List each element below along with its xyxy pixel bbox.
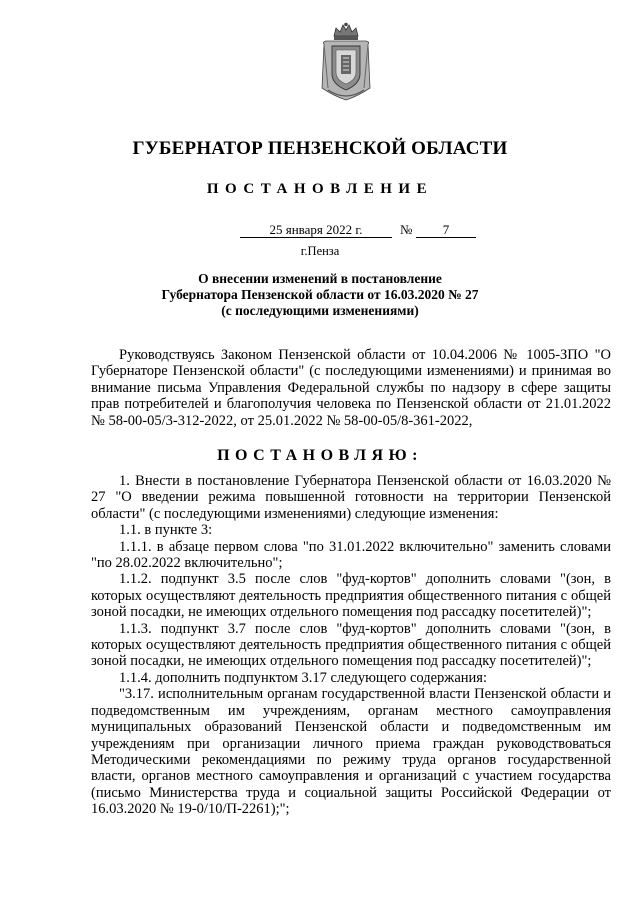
preamble-paragraph: Руководствуясь Законом Пензенской области от 10.04.2006 № 1005-ЗПО "О Губернаторе Пензенской области" (с последующими изменениями) и принимая во внимание письма Управления Федеральной службы по надзору в сфере защиты прав потребителей и благополучия человека по Пензенской области от 21.01.2022 № 58-00-05/3-312-2022, от 25.01.2022 № 58-00-05/8-361-2022, — [91, 347, 611, 429]
date-number-row — [0, 222, 640, 240]
decree-heading: ПОСТАНОВЛЯЮ: — [217, 447, 423, 464]
document-number: 7 — [416, 222, 476, 238]
number-sign: № — [400, 222, 413, 237]
subject-line: (с последующими изменениями) — [221, 303, 419, 318]
issuing-authority-title: ГУБЕРНАТОР ПЕНЗЕНСКОЙ ОБЛАСТИ — [132, 138, 508, 159]
subject-line: Губернатора Пензенской области от 16.03.2020 № 27 — [161, 287, 479, 302]
document-date: 25 января 2022 г. — [240, 222, 392, 238]
item-1-1-2: 1.1.2. подпункт 3.5 после слов "фуд-кортов" дополнить словами "(зон, в которых осуществляют деятельность предприятия общественного питания с общей зоной посадки, не имеющих отдельного помещения под рассадку посетителей)"; — [91, 571, 611, 621]
document-subject — [80, 271, 560, 319]
issue-city: г.Пенза — [300, 244, 340, 258]
item-1-1-3: 1.1.3. подпункт 3.7 после слов "фуд-кортов" дополнить словами "(зон, в которых осуществляют деятельность предприятия общественного питания с общей зоной посадки, не имеющих отдельного помещения под рассадку посетителей)"; — [91, 620, 611, 670]
coat-of-arms-icon — [318, 22, 374, 102]
item-3-17-quote: "3.17. исполнительным органам государственной власти Пензенской области и подведомственным им учреждениям, органам местного самоуправления муниципальных образований Пензенской области и подведомственным им учреждениям при организации личного приема граждан руководствоваться Методическими рекомендациями по режиму труда органов государственной власти, органов местного самоуправления и организаций с участием государства (письмо Министерства труда и социальной защиты Российской Федерации от 16.03.2020 № 19-0/10/П-2261);"; — [91, 686, 611, 818]
item-1-1-4: 1.1.4. дополнить подпунктом 3.17 следующего содержания: — [119, 669, 487, 686]
decree-body — [91, 473, 611, 818]
item-1: 1. Внести в постановление Губернатора Пензенской области от 16.03.2020 № 27 "О введении режима повышенной готовности на территории Пензенской области" (с последующими изменениями) следующие изменения: — [91, 473, 611, 522]
document-type-heading: ПОСТАНОВЛЕНИЕ — [206, 181, 434, 197]
subject-line: О внесении изменений в постановление — [198, 271, 442, 286]
preamble — [91, 347, 611, 429]
item-1-1: 1.1. в пункте 3: — [119, 522, 213, 539]
item-1-1-1: 1.1.1. в абзаце первом слова "по 31.01.2022 включительно" заменить словами "по 28.02.2022 включительно"; — [91, 538, 611, 572]
